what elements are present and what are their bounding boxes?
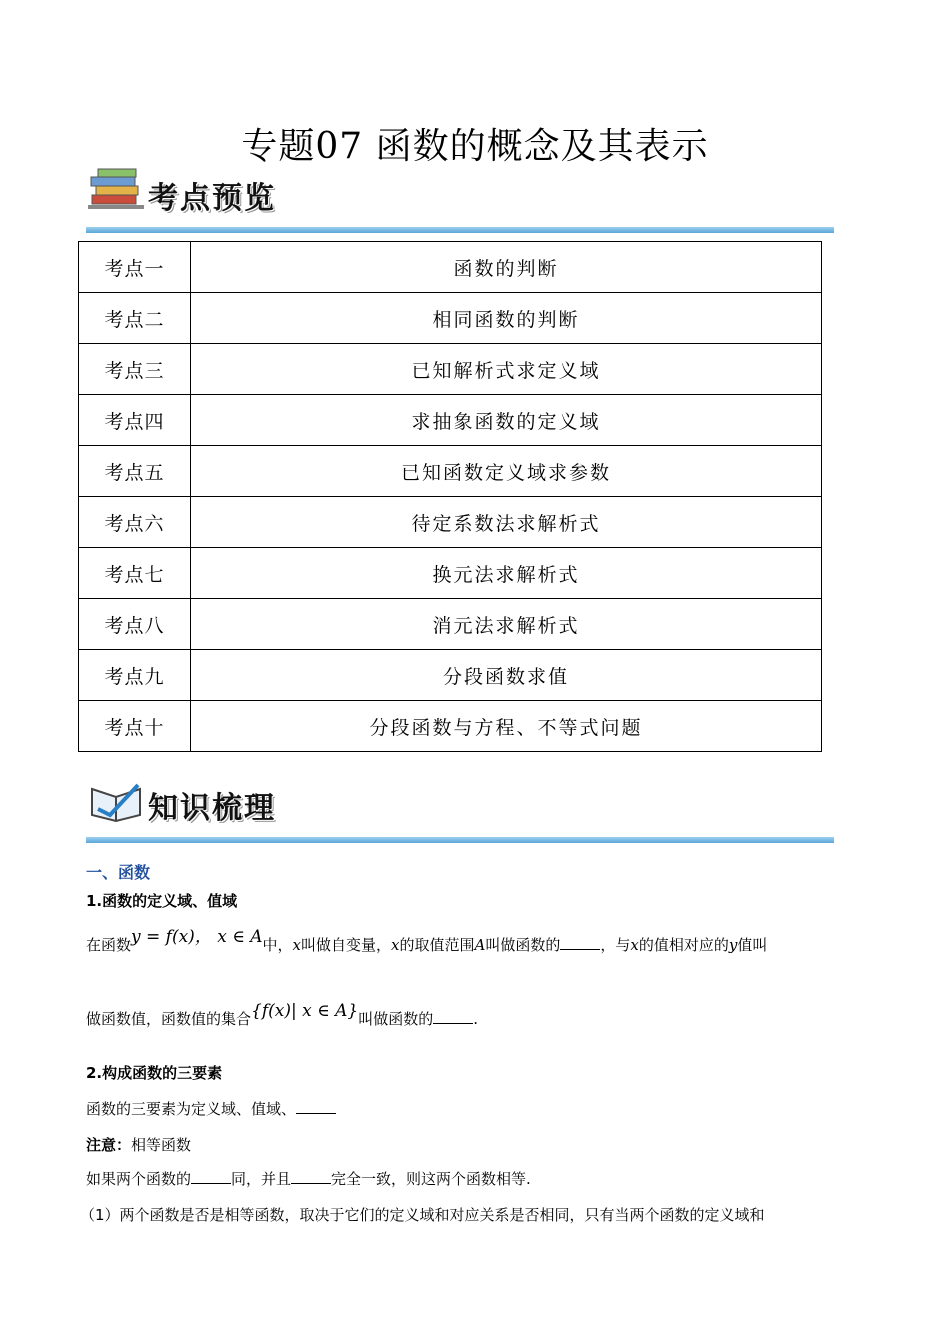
outline-topic: 分段函数求值 <box>191 650 822 701</box>
answer-blank[interactable] <box>291 1169 331 1184</box>
books-icon <box>88 165 146 213</box>
math-set: {f(x)| x ∈ A} <box>251 1001 359 1021</box>
outline-topic: 换元法求解析式 <box>191 548 822 599</box>
open-book-icon <box>88 775 146 823</box>
outline-point: 考点九 <box>79 650 191 701</box>
overview-banner-title: 考点预览 <box>148 181 276 216</box>
banner-divider <box>86 227 834 233</box>
outline-topic: 求抽象函数的定义域 <box>191 395 822 446</box>
outline-topic: 已知解析式求定义域 <box>191 344 822 395</box>
outline-point: 考点五 <box>79 446 191 497</box>
table-row <box>79 599 822 650</box>
paragraph-definition: 在函数y = f(x)， x ∈ A中，x叫做自变量，x的取值范围A叫做函数的 ，与x的值相对应的y值叫 <box>86 927 768 954</box>
answer-blank[interactable] <box>191 1169 231 1184</box>
outline-point: 考点一 <box>79 242 191 293</box>
outline-topic: 已知函数定义域求参数 <box>191 446 822 497</box>
outline-topic: 相同函数的判断 <box>191 293 822 344</box>
outline-topic: 函数的判断 <box>191 242 822 293</box>
answer-blank[interactable] <box>560 935 600 950</box>
table-row <box>79 497 822 548</box>
table-row <box>79 395 822 446</box>
outline-point: 考点二 <box>79 293 191 344</box>
outline-topic: 消元法求解析式 <box>191 599 822 650</box>
note-line: 注意：相等函数 <box>86 1136 192 1154</box>
outline-point: 考点八 <box>79 599 191 650</box>
answer-blank[interactable] <box>296 1099 336 1114</box>
outline-topic: 分段函数与方程、不等式问题 <box>191 701 822 752</box>
table-row <box>79 242 822 293</box>
paragraph-three-elements: 函数的三要素为定义域、值域、 <box>86 1098 336 1119</box>
section-heading: 一、函数 <box>86 863 151 882</box>
table-row <box>79 701 822 752</box>
outline-point: 考点七 <box>79 548 191 599</box>
outline-point: 考点六 <box>79 497 191 548</box>
subheading-three-elements: 2.构成函数的三要素 <box>86 1064 223 1082</box>
banner-divider <box>86 837 834 843</box>
knowledge-banner <box>86 775 834 843</box>
table-row <box>79 446 822 497</box>
overview-banner <box>86 165 834 233</box>
knowledge-banner-title: 知识梳理 <box>148 791 276 826</box>
outline-point: 考点四 <box>79 395 191 446</box>
paragraph-range: 做函数值，函数值的集合{f(x)| x ∈ A}叫做函数的 . <box>86 1001 478 1028</box>
outline-point: 考点十 <box>79 701 191 752</box>
paragraph-equal-functions: 如果两个函数的 同，并且 完全一致，则这两个函数相等. <box>86 1170 531 1188</box>
outline-table <box>78 241 822 752</box>
answer-blank[interactable] <box>433 1009 473 1024</box>
math-formula: y = f(x)， x ∈ A <box>131 927 263 947</box>
subheading-domain-range: 1.函数的定义域、值域 <box>86 892 238 910</box>
table-row <box>79 293 822 344</box>
table-row <box>79 650 822 701</box>
outline-topic: 待定系数法求解析式 <box>191 497 822 548</box>
page-title: 专题07 函数的概念及其表示 <box>241 126 709 167</box>
table-row <box>79 344 822 395</box>
paragraph-note-1: （1）两个函数是否是相等函数，取决于它们的定义域和对应关系是否相同，只有当两个函数的定义域和 <box>80 1206 765 1224</box>
table-row <box>79 548 822 599</box>
outline-point: 考点三 <box>79 344 191 395</box>
